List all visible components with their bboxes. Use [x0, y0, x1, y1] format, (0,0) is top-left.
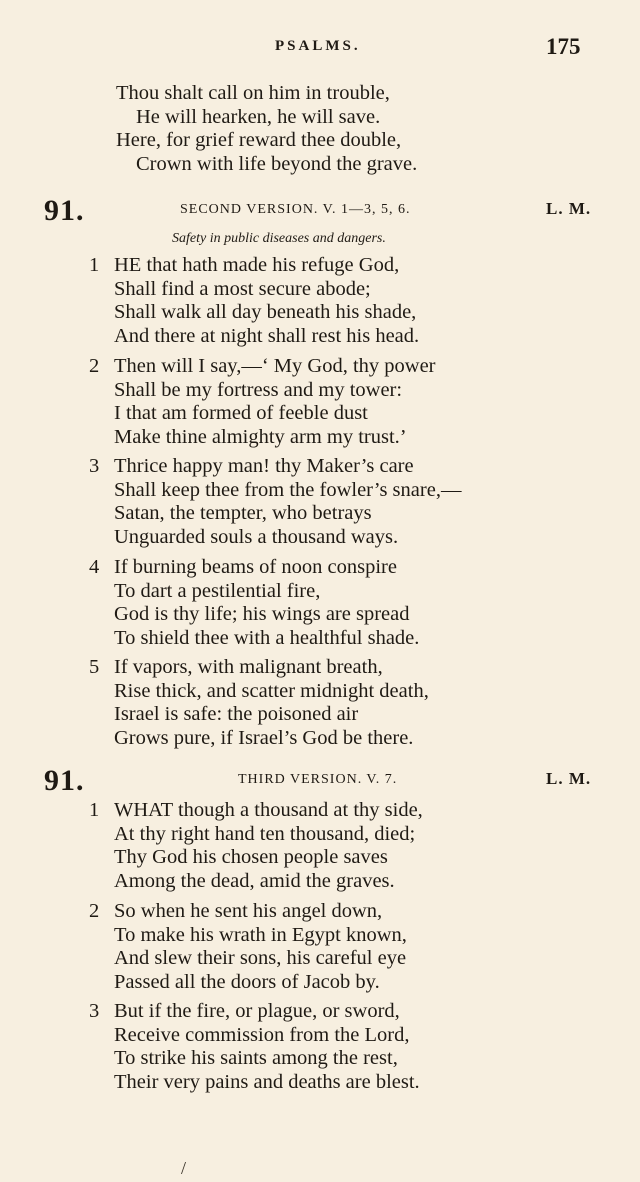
hymn-version: THIRD VERSION. V. 7.	[238, 772, 398, 787]
verse-line: Satan, the tempter, who betrays	[114, 502, 372, 524]
verse-line: Shall walk all day beneath his shade,	[114, 301, 417, 323]
verse-line: 1 WHAT though a thousand at thy side,	[89, 799, 423, 821]
verse-line: Crown with life beyond the grave.	[136, 152, 418, 175]
verse-line: Here, for grief reward thee double,	[116, 129, 402, 151]
stanza-number: 1	[89, 799, 100, 821]
verse-line: 1 HE that hath made his refuge God,	[89, 254, 400, 276]
verse-line: To dart a pestilential fire,	[114, 579, 321, 602]
verse-line: Thy God his chosen people saves	[114, 846, 388, 868]
verse-line: Shall find a most secure abode;	[114, 277, 371, 300]
verse-line: Israel is safe: the poisoned air	[114, 703, 359, 725]
stanza-4	[0, 556, 640, 650]
verse-line: Rise thick, and scatter midnight death,	[114, 679, 429, 702]
verse-line: Shall be my fortress and my tower:	[114, 378, 403, 401]
verse-line: And slew their sons, his careful eye	[114, 947, 407, 969]
verse-line: Make thine almighty arm my trust.’	[114, 425, 407, 448]
verse-line: And there at night shall rest his head.	[114, 324, 420, 347]
stanza-number: 3	[89, 1000, 100, 1022]
stanza-5	[0, 656, 640, 750]
hymn-version: SECOND VERSION. V. 1—3, 5, 6.	[180, 202, 411, 217]
verse-line: Passed all the doors of Jacob by.	[114, 970, 380, 993]
hymn-header-third	[0, 764, 640, 798]
verse-line: Receive commission from the Lord,	[114, 1023, 410, 1046]
stanza-3	[0, 1000, 640, 1094]
stanza-2	[0, 355, 640, 449]
stanza-number: 2	[89, 355, 100, 377]
hymn-meter: L. M.	[546, 199, 592, 218]
hymn-number: 91.	[44, 764, 85, 797]
hymn-subtitle: Safety in public diseases and dangers.	[172, 231, 386, 246]
stanza-2	[0, 900, 640, 994]
hymn-meter: L. M.	[546, 769, 592, 788]
verse-line: Shall keep thee from the fowler’s snare,—	[114, 478, 462, 501]
verse-line: Grows pure, if Israel’s God be there.	[114, 726, 414, 749]
stanza-1	[0, 799, 640, 893]
verse-line: To shield thee with a healthful shade.	[114, 626, 420, 649]
verse-line: 2 Then will I say,—‘ My God, thy power	[89, 355, 436, 377]
stanza-3	[0, 455, 640, 549]
stanza-number: 4	[89, 556, 100, 578]
stray-ink-mark: /	[181, 1158, 187, 1178]
verse-line: Unguarded souls a thousand ways.	[114, 525, 399, 548]
verse-line: To strike his saints among the rest,	[114, 1047, 398, 1069]
verse-line: God is thy life; his wings are spread	[114, 603, 410, 625]
verse-line: Thou shalt call on him in trouble,	[116, 82, 390, 104]
verse-line: 4 If burning beams of noon conspire	[89, 556, 397, 578]
verse-line: 3 Thrice happy man! thy Maker’s care	[89, 455, 414, 477]
stanza-number: 1	[89, 254, 100, 276]
stanza-number: 5	[89, 656, 100, 678]
verse-line: Their very pains and deaths are blest.	[114, 1070, 420, 1093]
verse-line: He will hearken, he will save.	[136, 105, 381, 128]
running-head-title: PSALMS.	[275, 38, 361, 54]
verse-line: 2 So when he sent his angel down,	[89, 900, 383, 922]
verse-line: To make his wrath in Egypt known,	[114, 923, 407, 946]
verse-line: Among the dead, amid the graves.	[114, 869, 395, 892]
page-number: 175	[546, 34, 581, 59]
hymn-number: 91.	[44, 194, 85, 227]
stanza-number: 3	[89, 455, 100, 477]
verse-line: I that am formed of feeble dust	[114, 402, 368, 424]
running-head	[0, 34, 640, 64]
carryover-stanza	[0, 82, 640, 176]
stanza-1	[0, 254, 640, 348]
hymn-header-second	[0, 194, 640, 228]
stanza-number: 2	[89, 900, 100, 922]
verse-line: At thy right hand ten thousand, died;	[114, 822, 416, 845]
verse-line: 5 If vapors, with malignant breath,	[89, 656, 383, 678]
verse-line: 3 But if the fire, or plague, or sword,	[89, 1000, 400, 1022]
